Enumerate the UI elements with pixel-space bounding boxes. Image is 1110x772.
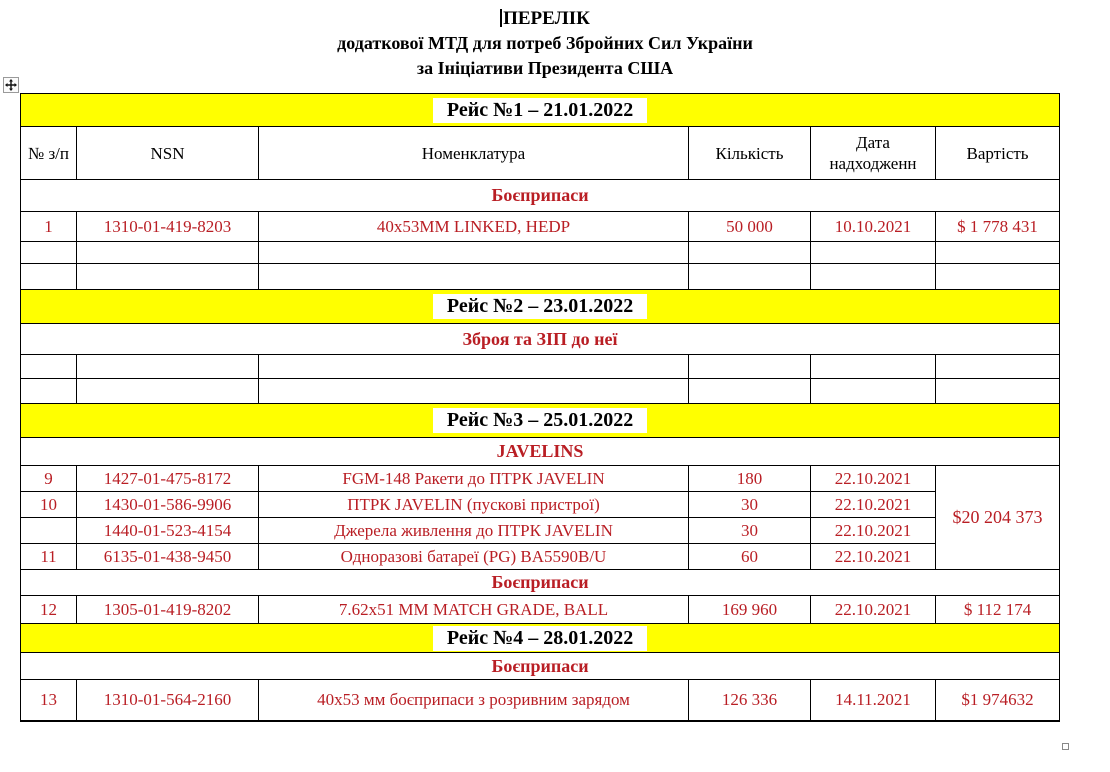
data-cell[interactable]: $1 974632: [936, 680, 1060, 721]
data-cell[interactable]: 14.11.2021: [811, 680, 936, 721]
data-cell[interactable]: FGM-148 Ракети до ПТРК JAVELIN: [259, 466, 689, 492]
title-line-1[interactable]: [0, 6, 1090, 31]
table-row: [21, 324, 1060, 355]
empty-cell[interactable]: [77, 355, 259, 379]
table-row: [21, 570, 1060, 596]
empty-cell[interactable]: [21, 264, 77, 290]
data-cell[interactable]: 40х53ММ LINKED, HEDP: [259, 212, 689, 242]
table-row: [21, 596, 1060, 624]
empty-cell[interactable]: [77, 264, 259, 290]
flight-band-row: [21, 624, 1060, 653]
data-cell[interactable]: 13: [21, 680, 77, 721]
data-cell[interactable]: 7.62х51 ММ MATCH GRADE, BALL: [259, 596, 689, 624]
empty-cell[interactable]: [936, 264, 1060, 290]
empty-cell[interactable]: [936, 242, 1060, 264]
title-line-2[interactable]: додаткової МТД для потреб Збройних Сил України: [337, 33, 753, 53]
table-row: [21, 242, 1060, 264]
mtd-table-wrap: [20, 93, 1060, 722]
data-cell[interactable]: ПТРК JAVELIN (пускові пристрої): [259, 492, 689, 518]
table-row: [21, 379, 1060, 404]
table-row: [21, 127, 1060, 180]
data-cell[interactable]: 180: [689, 466, 811, 492]
flight-band-label: Рейс №4 – 28.01.2022: [433, 626, 647, 651]
data-cell[interactable]: 60: [689, 544, 811, 570]
column-header-cell[interactable]: Дата надходженн: [811, 127, 936, 180]
data-cell[interactable]: 12: [21, 596, 77, 624]
mtd-table: [20, 93, 1060, 722]
data-cell[interactable]: $ 112 174: [936, 596, 1060, 624]
flight-band-row: [21, 94, 1060, 127]
data-cell[interactable]: 1310-01-564-2160: [77, 680, 259, 721]
flight-band-row: [21, 290, 1060, 324]
data-cell[interactable]: 169 960: [689, 596, 811, 624]
data-cell[interactable]: 50 000: [689, 212, 811, 242]
empty-cell[interactable]: [21, 242, 77, 264]
data-cell[interactable]: 1440-01-523-4154: [77, 518, 259, 544]
empty-cell[interactable]: [259, 379, 689, 404]
flight-band-cell[interactable]: [21, 404, 1060, 438]
empty-cell[interactable]: [936, 379, 1060, 404]
data-cell[interactable]: 10: [21, 492, 77, 518]
table-row: [21, 680, 1060, 721]
cost-merged-cell[interactable]: $20 204 373: [936, 466, 1060, 570]
data-cell[interactable]: 9: [21, 466, 77, 492]
flight-band-cell[interactable]: [21, 290, 1060, 324]
column-header-cell[interactable]: Вартість: [936, 127, 1060, 180]
empty-cell[interactable]: [689, 379, 811, 404]
empty-cell[interactable]: [689, 355, 811, 379]
table-row: [21, 492, 1060, 518]
column-header-cell[interactable]: Кількість: [689, 127, 811, 180]
data-cell[interactable]: 22.10.2021: [811, 492, 936, 518]
section-label-cell[interactable]: Боєприпаси: [21, 653, 1060, 680]
data-cell[interactable]: 6135-01-438-9450: [77, 544, 259, 570]
empty-cell[interactable]: [936, 355, 1060, 379]
empty-cell[interactable]: [259, 355, 689, 379]
flight-band-row: [21, 404, 1060, 438]
data-cell[interactable]: 22.10.2021: [811, 518, 936, 544]
empty-cell[interactable]: [259, 264, 689, 290]
column-header-cell[interactable]: NSN: [77, 127, 259, 180]
flight-band-cell[interactable]: [21, 624, 1060, 653]
data-cell[interactable]: 22.10.2021: [811, 596, 936, 624]
title-line-3[interactable]: за Ініціативи Президента США: [416, 58, 674, 78]
table-row: [21, 355, 1060, 379]
data-cell[interactable]: [21, 518, 77, 544]
data-cell[interactable]: 1310-01-419-8203: [77, 212, 259, 242]
table-row: [21, 264, 1060, 290]
data-cell[interactable]: Одноразові батареї (PG) BA5590B/U: [259, 544, 689, 570]
column-header-cell[interactable]: № з/п: [21, 127, 77, 180]
data-cell[interactable]: 1430-01-586-9906: [77, 492, 259, 518]
table-row: [21, 212, 1060, 242]
section-label-cell[interactable]: JAVELINS: [21, 438, 1060, 466]
section-label-cell[interactable]: Боєприпаси: [21, 570, 1060, 596]
data-cell[interactable]: 30: [689, 518, 811, 544]
data-cell[interactable]: 1305-01-419-8202: [77, 596, 259, 624]
data-cell[interactable]: 1427-01-475-8172: [77, 466, 259, 492]
data-cell[interactable]: 40х53 мм боєприпаси з розривним зарядом: [259, 680, 689, 721]
table-row: [21, 438, 1060, 466]
empty-cell[interactable]: [811, 379, 936, 404]
empty-cell[interactable]: [77, 242, 259, 264]
flight-band-label: Рейс №1 – 21.01.2022: [433, 98, 647, 123]
data-cell[interactable]: 22.10.2021: [811, 466, 936, 492]
table-row: [21, 544, 1060, 570]
section-label-cell[interactable]: Боєприпаси: [21, 180, 1060, 212]
table-row: [21, 518, 1060, 544]
section-label-cell[interactable]: Зброя та ЗІП до неї: [21, 324, 1060, 355]
table-move-cross-icon[interactable]: [3, 77, 19, 93]
title-line-1-text: ПЕРЕЛІК: [503, 8, 590, 29]
empty-cell[interactable]: [811, 355, 936, 379]
data-cell[interactable]: 1: [21, 212, 77, 242]
data-cell[interactable]: 22.10.2021: [811, 544, 936, 570]
empty-cell[interactable]: [259, 242, 689, 264]
flight-band-label: Рейс №2 – 23.01.2022: [433, 294, 647, 319]
empty-cell[interactable]: [21, 355, 77, 379]
data-cell[interactable]: Джерела живлення до ПТРК JAVELIN: [259, 518, 689, 544]
table-row: [21, 180, 1060, 212]
column-header-cell[interactable]: Номенклатура: [259, 127, 689, 180]
empty-cell[interactable]: [689, 242, 811, 264]
text-cursor-bar: [500, 9, 502, 27]
table-row: [21, 466, 1060, 492]
empty-cell[interactable]: [77, 379, 259, 404]
empty-cell[interactable]: [21, 379, 77, 404]
empty-cell[interactable]: [689, 264, 811, 290]
table-resize-square-icon[interactable]: [1062, 743, 1069, 750]
empty-cell[interactable]: [811, 264, 936, 290]
document-title: [0, 6, 1090, 81]
flight-band-cell[interactable]: [21, 94, 1060, 127]
data-cell[interactable]: 11: [21, 544, 77, 570]
data-cell[interactable]: 126 336: [689, 680, 811, 721]
data-cell[interactable]: 30: [689, 492, 811, 518]
flight-band-label: Рейс №3 – 25.01.2022: [433, 408, 647, 433]
table-row: [21, 653, 1060, 680]
empty-cell[interactable]: [811, 242, 936, 264]
data-cell[interactable]: $ 1 778 431: [936, 212, 1060, 242]
data-cell[interactable]: 10.10.2021: [811, 212, 936, 242]
